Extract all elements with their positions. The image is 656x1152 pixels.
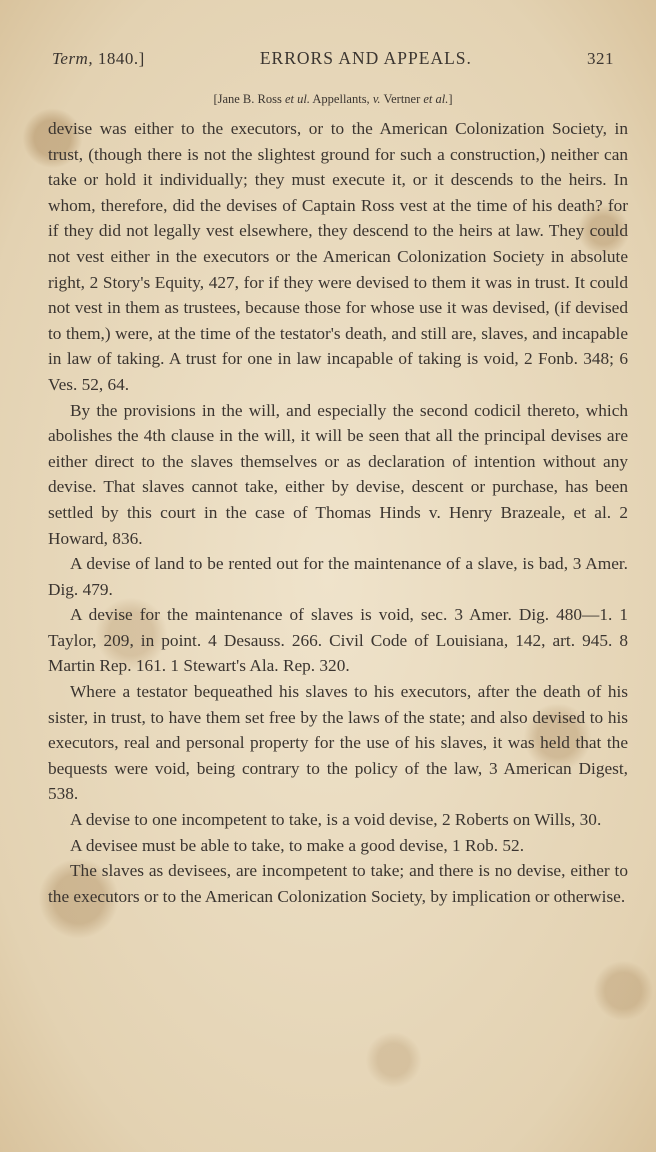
paragraph-5: Where a testator bequeathed his slaves to his executors, after the death of his sister, in trust, to have them set free by the laws of the state; and also devised to his executors, real and personal property for the use of his slaves, it was held that the bequests were void, being contrary to the policy of the law, 3 American Digest, 538.: [48, 682, 628, 804]
paragraph-3: A devise of land to be rented out for the maintenance of a slave, is bad, 3 Amer. Dig. 479.: [48, 554, 628, 599]
paragraph-8: The slaves as devisees, are incompetent to take; and there is no devise, either to the executors or to the American Colonization Society, by implication or otherwise.: [48, 861, 628, 906]
page-number: 321: [587, 49, 614, 68]
term-year: 1840.]: [97, 49, 145, 68]
paragraph-6: A devise to one incompetent to take, is a void devise, 2 Roberts on Wills, 30.: [70, 810, 602, 830]
case-ref-et-al-2: et al.: [423, 92, 449, 106]
body-text: [48, 116, 628, 909]
paragraph-2: By the provisions in the will, and especially the second codicil thereto, which abolishes the 4th clause in the will, it will be seen that all the principal devises are either direct to the slaves themselves or as declaration of intention without any devise. That slaves cannot take, either by devise, descent or purchase, has been settled by this court in the case of Thomas Hinds v. Henry Brazeale, et al. 2 Howard, 836.: [48, 400, 628, 548]
case-reference: [0, 92, 656, 107]
case-ref-middle: Appellants,: [309, 92, 373, 106]
term-word: Term,: [52, 49, 94, 68]
paragraph-7: A devisee must be able to take, to make a good devise, 1 Rob. 52.: [70, 835, 525, 855]
case-ref-et-al-1: et ul.: [284, 92, 310, 106]
running-head: [52, 48, 614, 69]
running-title: ERRORS AND APPEALS.: [259, 48, 472, 68]
case-ref-close: ]: [448, 92, 453, 106]
term-label: [52, 49, 145, 69]
paragraph-1: devise was either to the executors, or to the American Colonization Society, in trust, (though there is not the slightest ground for such a construction,) neither can take or hold it individually; they must execute it, or it descends to the heirs. In whom, therefore, did the devises of Captain Ross vest at the time of his death? for if they did not legally vest elsewhere, they descend to the heirs at law. They could not vest either in the executors or the American Colonization Society in absolute right, 2 Story's Equity, 427, for if they were devised to them it was in trust. It could not vest in them as trustees, because those for whose use it was devised, (if devised to them,) were, at the time of the testator's death, and still are, slaves, and incapable in law of taking. A trust for one in law incapable of taking is void, 2 Fonb. 348; 6 Ves. 52, 64.: [48, 119, 628, 394]
case-ref-open: [Jane B. Ross: [213, 92, 285, 106]
paragraph-4: A devise for the maintenance of slaves is void, sec. 3 Amer. Dig. 480—1. 1 Taylor, 209, in point. 4 Desauss. 266. Civil Code of Louisiana, 142, art. 945. 8 Martin Rep. 161. 1 Stewart's Ala. Rep. 320.: [48, 605, 628, 676]
case-ref-defendant: Vertner: [380, 92, 424, 106]
case-ref-v: v.: [372, 92, 381, 106]
